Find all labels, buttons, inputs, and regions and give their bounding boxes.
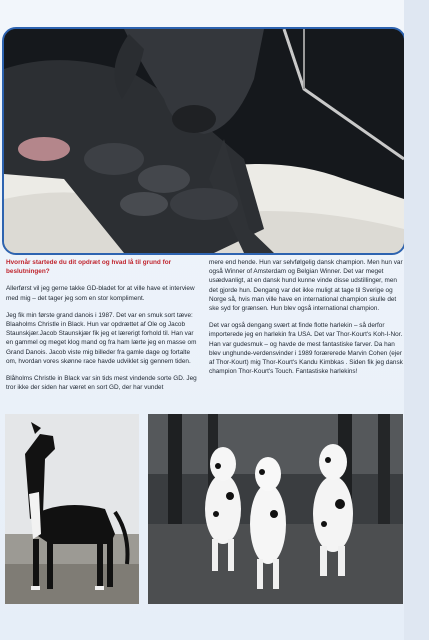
paragraph: Det var også dengang svært at finde flotte harlekin – så derfor importerede jeg en harlekin fra USA. Det var Thor-Kourt's Koh-I-Nor. Han var gudesmuk – og havde de mest fantastiske farver. Da han blev unghunde-verdensvinder i 1989 forærerede Marvin Cohen (ejer af Thor-Kourt) mig Thor-Kourt's Kandu Kimbkas . Siden fik jeg dansk champion Thor-Kourt's Touch. Fantastiske harlekins! bbox=[209, 322, 403, 376]
page-margin bbox=[404, 0, 429, 640]
black-and-white-dane-image bbox=[5, 414, 139, 604]
top-photo bbox=[2, 27, 406, 255]
article-right-column bbox=[209, 258, 403, 384]
mother-dog-with-puppies-image bbox=[4, 29, 404, 253]
bottom-right-photo bbox=[148, 414, 403, 604]
article-left-column bbox=[6, 258, 200, 400]
paragraph: Allerførst vil jeg gerne takke GD-bladet for at ville have et interview med mig – det tager jeg som en stor kompliment. bbox=[6, 285, 195, 302]
bottom-left-photo bbox=[5, 414, 139, 604]
paragraph: mere end hende. Hun var selvfølgelig dansk champion. Men hun var også Winner of Amsterdam og Belgian Winner. Det var meget usædvanligt, at en dansk hund kunne vinde disse udstillinger, men det gjorde hun. Dengang var det ikke muligt at tage til Sverige og Norge så, hvis man ville have en international champion skulle det ske syd for grænsen. Hun blev også international champion. bbox=[209, 259, 403, 313]
interview-question: Hvornår startede du dit opdræt og hvad lå til grund for beslutningen? bbox=[6, 259, 172, 276]
paragraph: Jeg fik min første grand danois i 1987. Det var en smuk sort tæve: Blaaholms Christle in Black. Hun var opdrættet af Ole og Jacob Staunskjær.Jacob Staunskjær fik jeg et lærerigt forhold til. Han var en gammel og meget klog mand og fra ham lærte jeg en masse om Grand Danois. Jacob viste mig billeder fra gamle dage og fortalte om, hvordan vores skønne race havde udviklet sig gennem tiden. bbox=[6, 311, 197, 365]
paragraph: Blåholms Christle in Black var sin tids mest vindende sorte GD. Jeg tror ikke der siden har været en sort GD, der har vundet bbox=[6, 375, 197, 392]
three-harlequin-danes-image bbox=[148, 414, 403, 604]
